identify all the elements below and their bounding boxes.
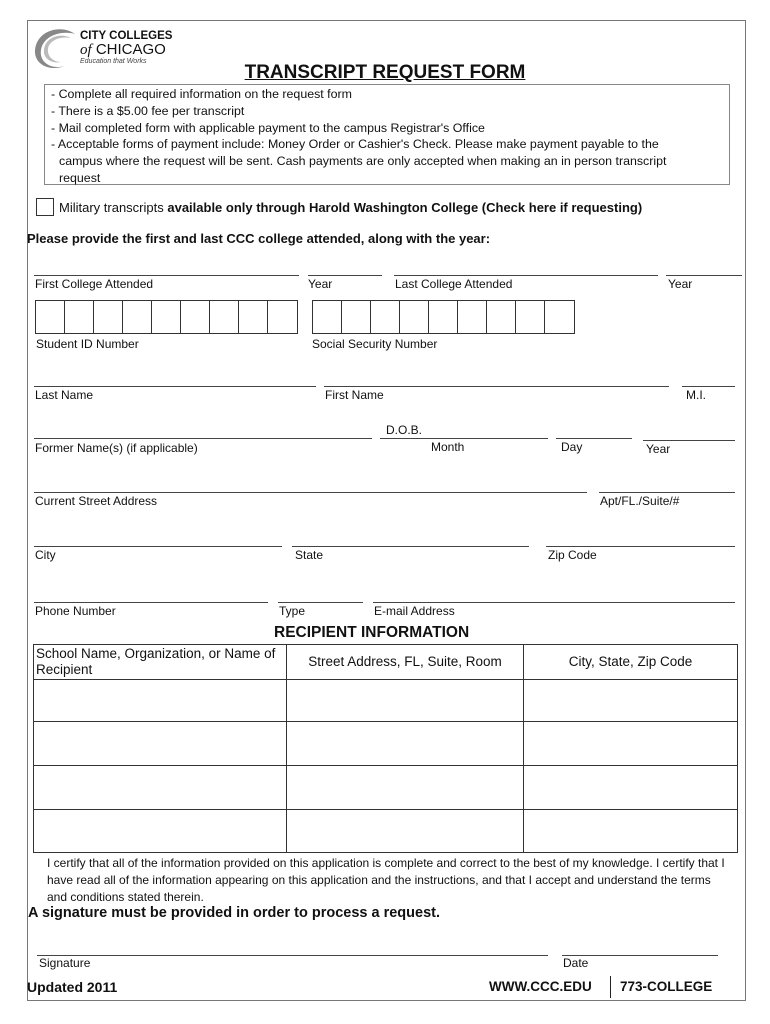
dob-month-field[interactable] xyxy=(380,438,548,439)
city-label: City xyxy=(35,548,56,562)
recipient-name-cell[interactable] xyxy=(34,810,287,853)
form-title: TRANSCRIPT REQUEST FORM xyxy=(244,62,526,83)
instruction-line: - There is a $5.00 fee per transcript xyxy=(51,103,245,118)
email-label: E-mail Address xyxy=(374,604,455,618)
military-label-bold: available only through Harold Washington College (Check here if requesting) xyxy=(167,200,643,215)
logo-line-2 xyxy=(80,42,166,58)
certification-text: I certify that all of the information provided on this application is complete and correct to the best of my knowledge. I certify that I have read all of the information appearing on this application and the instructions, and that I accept and understand the terms and conditions stated therein. xyxy=(47,856,725,904)
recipient-col-name-line2: Recipient xyxy=(36,662,93,677)
recipient-row xyxy=(34,680,738,722)
state-label: State xyxy=(295,548,324,562)
zip-label: Zip Code xyxy=(548,548,597,562)
college-prompt: Please provide the first and last CCC college attended, along with the year: xyxy=(27,231,491,246)
recipient-city-cell[interactable] xyxy=(524,766,738,810)
year2-label: Year xyxy=(668,277,693,291)
student-id-boxes[interactable] xyxy=(35,300,298,334)
ssn-label: Social Security Number xyxy=(312,337,438,351)
recipient-col-name-header xyxy=(34,645,287,680)
recipient-heading: RECIPIENT INFORMATION xyxy=(274,624,470,641)
recipient-col-city-header: City, State, Zip Code xyxy=(524,645,738,680)
instruction-line: - Complete all required information on the request form xyxy=(51,87,352,101)
recipient-city-cell[interactable] xyxy=(524,810,738,853)
first-college-field[interactable] xyxy=(34,275,299,276)
email-field[interactable] xyxy=(373,602,735,603)
mi-label: M.I. xyxy=(686,388,706,402)
first-college-label: First College Attended xyxy=(35,277,154,291)
signature-notice: A signature must be provided in order to process a request. xyxy=(28,905,440,921)
student-id-label: Student ID Number xyxy=(36,337,139,351)
footer-website: WWW.CCC.EDU xyxy=(489,979,592,994)
recipient-name-cell[interactable] xyxy=(34,680,287,722)
signature-field[interactable] xyxy=(37,955,548,956)
instructions-box xyxy=(44,84,730,185)
day-label: Day xyxy=(561,440,583,454)
recipient-row xyxy=(34,722,738,766)
recipient-table xyxy=(33,644,738,853)
footer-phone: 773-COLLEGE xyxy=(620,979,713,994)
ssn-boxes[interactable] xyxy=(312,300,575,334)
instruction-line: - Mail completed form with applicable payment to the campus Registrar's Office xyxy=(51,120,485,135)
mi-field[interactable] xyxy=(682,386,735,387)
recipient-name-cell[interactable] xyxy=(34,766,287,810)
signature-label: Signature xyxy=(39,956,91,970)
recipient-city-cell[interactable] xyxy=(524,680,738,722)
zip-field[interactable] xyxy=(546,546,735,547)
former-names-field[interactable] xyxy=(34,438,372,439)
updated-date: Updated 2011 xyxy=(27,979,118,995)
month-label: Month xyxy=(431,440,465,454)
recipient-city-cell[interactable] xyxy=(524,722,738,766)
year2-field[interactable] xyxy=(666,275,742,276)
recipient-name-cell[interactable] xyxy=(34,722,287,766)
dob-year-field[interactable] xyxy=(643,440,735,441)
instruction-line: campus where the request will be sent. Cash payments are only accepted when making an in person transcript xyxy=(59,154,667,169)
last-name-field[interactable] xyxy=(34,386,316,387)
year1-label: Year xyxy=(308,277,333,291)
phone-label: Phone Number xyxy=(35,604,116,618)
former-names-label: Former Name(s) (if applicable) xyxy=(35,441,198,455)
date-label: Date xyxy=(563,956,589,970)
recipient-header-row xyxy=(34,645,738,680)
logo-line-1: CITY COLLEGES xyxy=(80,30,173,42)
recipient-row xyxy=(34,810,738,853)
footer-divider xyxy=(610,976,611,998)
recipient-row xyxy=(34,766,738,810)
logo-tagline: Education that Works xyxy=(80,58,147,65)
apt-label: Apt/FL./Suite/# xyxy=(600,494,680,508)
recipient-address-cell[interactable] xyxy=(287,766,524,810)
city-field[interactable] xyxy=(34,546,282,547)
logo-chicago: CHICAGO xyxy=(95,41,166,58)
first-name-label: First Name xyxy=(325,388,384,402)
phone-type-field[interactable] xyxy=(278,602,363,603)
recipient-col-address-header: Street Address, FL, Suite, Room xyxy=(287,645,524,680)
military-label xyxy=(59,200,642,215)
last-college-label: Last College Attended xyxy=(395,277,513,291)
street-address-label: Current Street Address xyxy=(35,494,158,508)
last-name-label: Last Name xyxy=(35,388,94,402)
instruction-line: - Acceptable forms of payment include: Money Order or Cashier's Check. Please make payment payable to the xyxy=(51,137,659,152)
dob-label: D.O.B. xyxy=(386,423,423,437)
state-field[interactable] xyxy=(292,546,529,547)
dob-day-field[interactable] xyxy=(556,438,632,439)
logo-of: of xyxy=(80,42,92,58)
type-label: Type xyxy=(279,604,306,618)
recipient-address-cell[interactable] xyxy=(287,722,524,766)
military-label-prefix: Military transcripts xyxy=(59,200,168,215)
year1-field[interactable] xyxy=(308,275,382,276)
recipient-address-cell[interactable] xyxy=(287,680,524,722)
street-address-field[interactable] xyxy=(34,492,587,493)
last-college-field[interactable] xyxy=(394,275,658,276)
apt-field[interactable] xyxy=(599,492,735,493)
recipient-col-name-line1: School Name, Organization, or Name of xyxy=(36,646,276,661)
phone-field[interactable] xyxy=(34,602,268,603)
dob-year-label: Year xyxy=(646,442,671,456)
instruction-line: request xyxy=(59,170,101,185)
first-name-field[interactable] xyxy=(324,386,669,387)
military-transcript-checkbox[interactable] xyxy=(36,198,54,216)
recipient-address-cell[interactable] xyxy=(287,810,524,853)
